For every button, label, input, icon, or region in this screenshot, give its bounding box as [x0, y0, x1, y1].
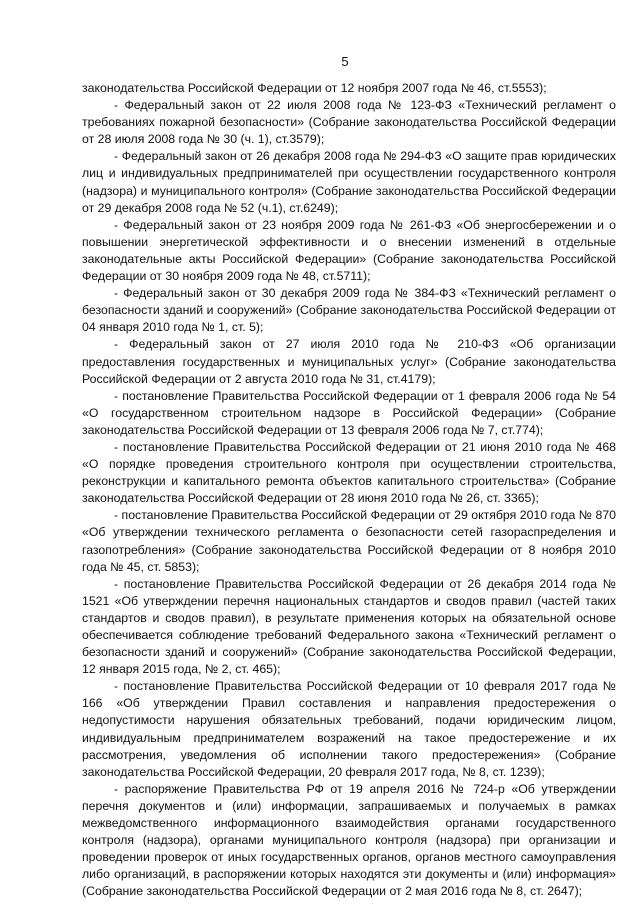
list-item-fz-123: - Федеральный закон от 22 июля 2008 года № 123-ФЗ «Технический регламент о требованиях пожарной безопасности» (Собрание законодательства Российской Федерации от 28 июля 2008 года № 30 (ч. 1), ст.3579);: [82, 98, 616, 147]
list-item-postanovlenie-54: - постановление Правительства Российской Федерации от 1 февраля 2006 года № 54 «О государственном строительном надзоре в Российской Федерации» (Собрание законодательства Российской Федерации от 13 февраля 2006 года № 7, ст.774);: [82, 388, 616, 437]
paragraph-continuation: законодательства Российской Федерации от 12 ноября 2007 года № 46, ст.5553);: [82, 81, 547, 95]
list-item-rasporyazhenie-724r: - распоряжение Правительства РФ от 19 апреля 2016 № 724-р «Об утверждении перечня документов и (или) информации, запрашиваемых и получаемых в рамках межведомственного информационного взаимодействия органами государственного контроля (надзора), органами муниципального контроля (надзора) при организации и проведении проверок от иных государственных органов, органов местного самоуправления либо организаций, в распоряжении которых находятся эти документы и (или) информация» (Собрание законодательства Российской Федерации от 2 мая 2016 года № 8, ст. 2647);: [82, 781, 616, 899]
list-item-fz-261: - Федеральный закон от 23 ноября 2009 года № 261-ФЗ «Об энергосбережении и о повышении энергетической эффективности и о внесении изменений в отдельные законодательные акты Российской Федерации» (Собрание законодательства Российской Федерации от 30 ноября 2009 года № 48, ст.5711);: [82, 217, 616, 284]
list-item-postanovlenie-870: - постановление Правительства Российской Федерации от 29 октября 2010 года № 870 «Об утверждении технического регламента о безопасности сетей газораспределения и газопотребления» (Собрание законодательства Российской Федерации от 8 ноября 2010 года № 45, ст. 5853);: [82, 508, 616, 574]
list-item-postanovlenie-1521: - постановление Правительства Российской Федерации от 26 декабря 2014 года № 1521 «Об утверждении перечня национальных стандартов и сводов правил (частей таких стандартов и сводов правил), в результате применения которых на обязательной основе обеспечивается соблюдение требований Федерального закона «Технический регламент о безопасности зданий и сооружений» (Собрание законодательства Российской Федерации, 12 января 2015 года, № 2, ст. 465);: [82, 576, 616, 677]
list-item-postanovlenie-468: - постановление Правительства Российской Федерации от 21 июня 2010 года № 468 «О порядке проведения строительного контроля при осуществлении строительства, реконструкции и капитального ремонта объектов капитального строительства» (Собрание законодательства Российской Федерации от 28 июня 2010 года № 26, ст. 3365);: [82, 439, 616, 506]
list-item-fz-210: - Федеральный закон от 27 июля 2010 года № 210-ФЗ «Об организации предоставления государственных и муниципальных услуг» (Собрание законодательства Российской Федерации от 2 августа 2010 года № 31, ст.4179);: [82, 337, 616, 386]
document-body: [82, 80, 616, 901]
list-item-fz-294: - Федеральный закон от 26 декабря 2008 года № 294-ФЗ «О защите прав юридических лиц и индивидуальных предпринимателей при осуществлении государственного контроля (надзора) и муниципального контроля» (Собрание законодательства Российской Федерации от 29 декабря 2008 года № 52 (ч.1), ст.6249);: [82, 149, 616, 215]
list-item-postanovlenie-166: - постановление Правительства Российской Федерации от 10 февраля 2017 года № 166 «Об утверждении Правил составления и направления предостережения о недопустимости нарушения обязательных требований, подачи юридическим лицом, индивидуальным предпринимателем возражений на такое предостережение и их рассмотрения, уведомления об исполнении такого предостережения» (Собрание законодательства Российской Федерации, 20 февраля 2017 года, № 8, ст. 1239);: [82, 679, 616, 779]
page-number: 5: [341, 54, 349, 69]
list-item-fz-384: - Федеральный закон от 30 декабря 2009 года № 384-ФЗ «Технический регламент о безопасности зданий и сооружений» (Собрание законодательства Российской Федерации от 04 января 2010 года № 1, ст. 5);: [82, 286, 616, 335]
